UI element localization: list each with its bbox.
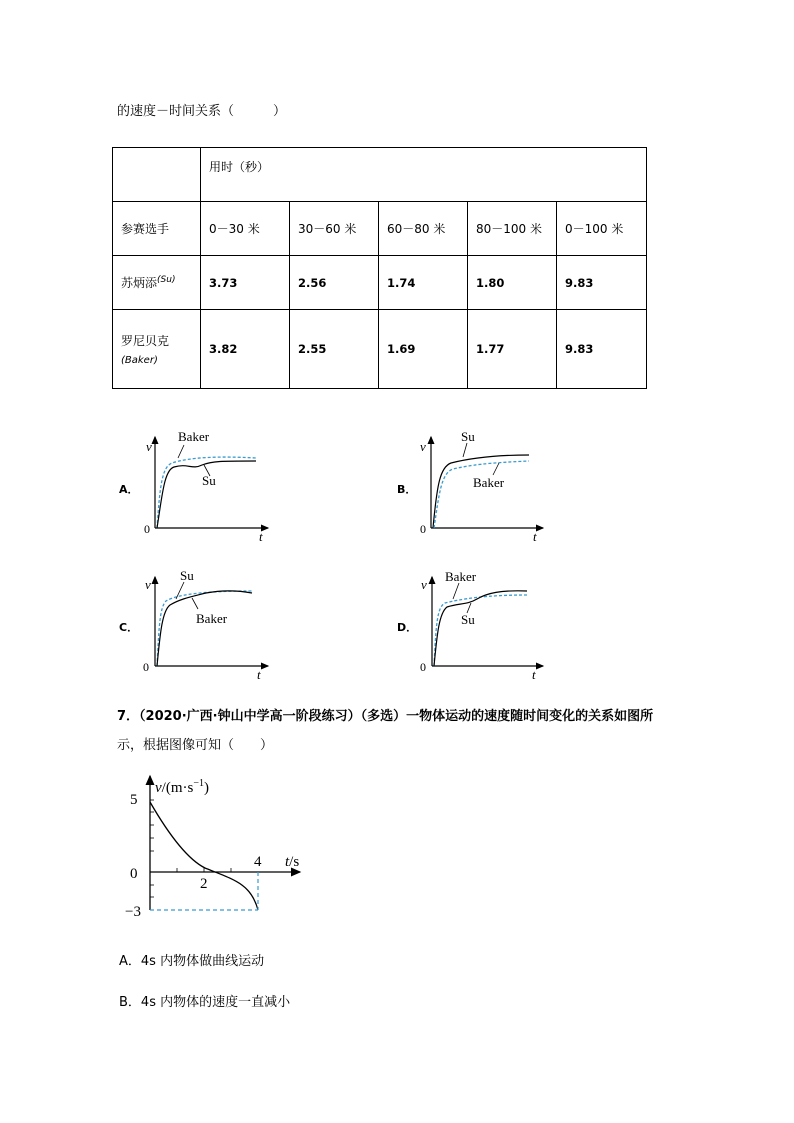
y-top-label: 5: [130, 792, 138, 808]
time-cell: 3.82: [201, 310, 290, 389]
race-time-table: [112, 147, 647, 389]
time-cell: 2.56: [290, 256, 379, 310]
y-zero-label: 0: [130, 866, 138, 882]
time-cell: 1.74: [379, 256, 468, 310]
upper-curve-label: Baker: [445, 569, 477, 584]
x-mid-label: 2: [200, 876, 208, 892]
su-curve: [157, 461, 256, 528]
su-curve: [434, 591, 527, 666]
q7-line2: 示，根据图像可知（ ）: [117, 738, 274, 753]
interval-header: 80－100 米: [468, 202, 557, 256]
time-cell: 3.73: [201, 256, 290, 310]
v-label: v: [420, 439, 426, 454]
y-axis-label: $v/(m\cdot s^{-1})$: [155, 778, 209, 796]
option-b-graph: [415, 425, 555, 545]
lower-curve-label: Su: [202, 473, 216, 488]
time-cell: 1.69: [379, 310, 468, 389]
time-header: 用时（秒）: [201, 148, 647, 202]
t-label: t: [257, 667, 261, 682]
upper-pointer: [463, 443, 467, 457]
athlete-name: 罗尼贝克 (Baker): [113, 310, 201, 389]
upper-curve-label: Baker: [178, 429, 210, 444]
x-axis-label: t/s: [285, 854, 300, 870]
time-cell: 1.77: [468, 310, 557, 389]
option-c-label: C．: [119, 621, 139, 634]
x-end-label: 4: [254, 854, 262, 870]
origin-label: 0: [144, 522, 150, 536]
baker-curve: [434, 461, 529, 528]
choice-a: A．4s 内物体做曲线运动: [119, 954, 265, 969]
v-label: v: [146, 439, 152, 454]
v-label: v: [421, 577, 427, 592]
row-header: 参赛选手: [113, 202, 201, 256]
option-c-graph: [140, 565, 280, 685]
t-label: t: [533, 529, 537, 544]
upper-pointer: [178, 445, 184, 458]
option-b-label: B．: [397, 483, 417, 496]
upper-pointer: [453, 583, 459, 599]
velocity-curve: [150, 802, 258, 910]
interval-header: 0－100 米: [557, 202, 647, 256]
option-d-graph: [415, 565, 555, 685]
choice-b: B．4s 内物体的速度一直减小: [119, 995, 291, 1010]
option-d-label: D．: [397, 621, 418, 634]
upper-curve-label: Su: [461, 429, 475, 444]
baker-curve: [434, 595, 527, 666]
interval-header: 60－80 米: [379, 202, 468, 256]
q7-vt-graph: [125, 768, 315, 918]
t-label: t: [532, 667, 536, 682]
lower-pointer: [493, 463, 499, 475]
origin-label: 0: [420, 660, 426, 674]
t-label: t: [259, 529, 263, 544]
v-label: v: [145, 577, 151, 592]
origin-label: 0: [420, 522, 426, 536]
baker-curve: [157, 591, 252, 666]
time-cell: 9.83: [557, 310, 647, 389]
table-corner-cell: [113, 148, 201, 202]
lower-curve-label: Su: [461, 612, 475, 627]
y-bottom-label: −3: [125, 904, 141, 918]
su-curve: [157, 591, 252, 666]
time-cell: 9.83: [557, 256, 647, 310]
lower-pointer: [192, 598, 198, 609]
question-tail: 的速度－时间关系（ ）: [117, 104, 287, 119]
lower-curve-label: Baker: [473, 475, 505, 490]
su-curve: [433, 455, 529, 528]
time-cell: 2.55: [290, 310, 379, 389]
option-a-label: A．: [119, 483, 139, 496]
option-a-graph: [140, 425, 280, 545]
time-cell: 1.80: [468, 256, 557, 310]
table-row: [113, 310, 647, 389]
q7-line1: 7．（2020·广西·钟山中学高一阶段练习）（多选）一物体运动的速度随时间变化的关系如图所: [117, 709, 654, 724]
interval-header: 30－60 米: [290, 202, 379, 256]
interval-header: 0－30 米: [201, 202, 290, 256]
origin-label: 0: [143, 660, 149, 674]
table-row: [113, 256, 647, 310]
lower-curve-label: Baker: [196, 611, 228, 626]
athlete-name: 苏炳添$^{(Su)}$: [113, 256, 201, 310]
upper-curve-label: Su: [180, 568, 194, 583]
